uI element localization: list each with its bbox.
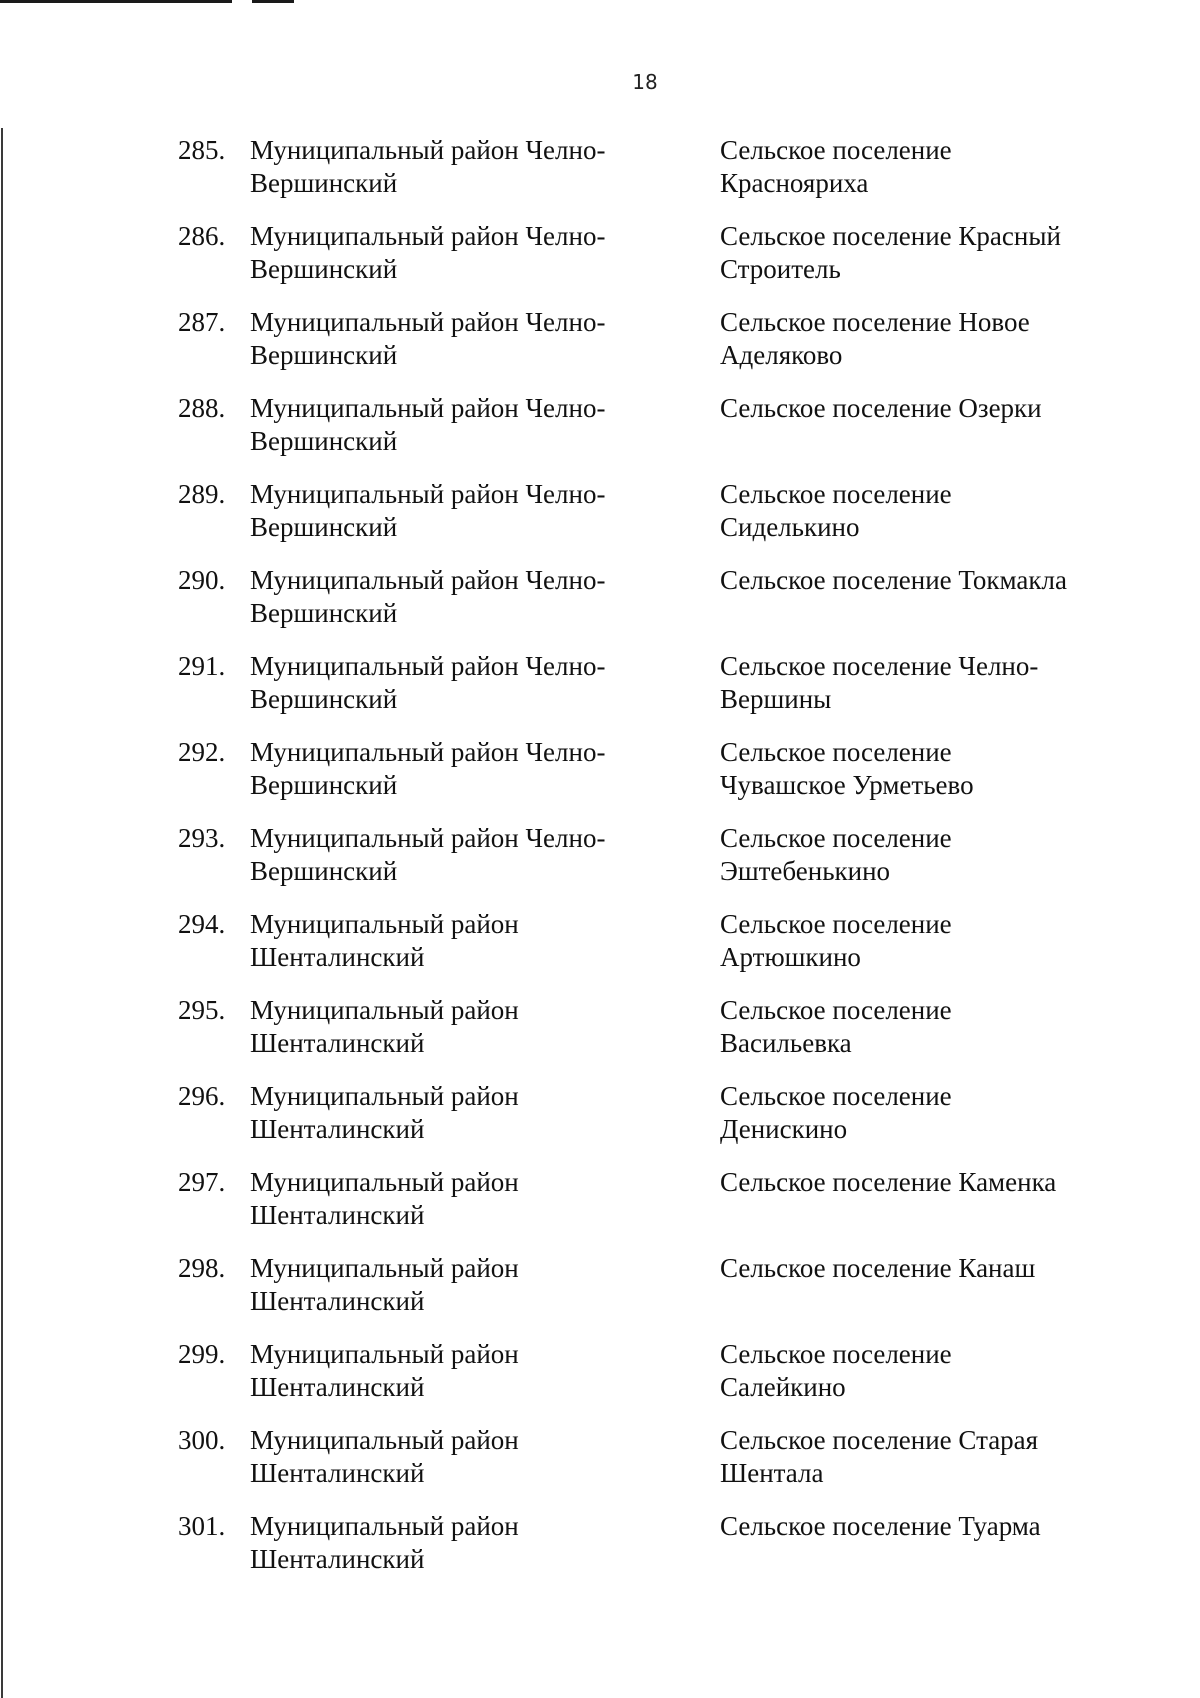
district-name: Муниципальный район Шенталинский bbox=[250, 1167, 519, 1230]
district-name: Муниципальный район Шенталинский bbox=[250, 1339, 519, 1402]
entry-number: 301. bbox=[178, 1511, 226, 1541]
list-item bbox=[0, 908, 1200, 994]
list-item bbox=[0, 564, 1200, 650]
entry-number: 298. bbox=[178, 1253, 226, 1283]
settlement-name: Сельское поселение Новое Аделяково bbox=[720, 307, 1030, 370]
district-name: Муниципальный район Челно-Вершинский bbox=[250, 737, 606, 800]
district-name: Муниципальный район Челно-Вершинский bbox=[250, 651, 606, 714]
settlement-name: Сельское поселение Озерки bbox=[720, 393, 1042, 423]
settlement-name: Сельское поселение Денискино bbox=[720, 1081, 952, 1144]
list-item bbox=[0, 392, 1200, 478]
settlement-name: Сельское поселение Чувашское Урметьево bbox=[720, 737, 974, 800]
settlement-name: Сельское поселение Каменка bbox=[720, 1167, 1057, 1197]
list-item bbox=[0, 478, 1200, 564]
settlement-name: Сельское поселение Канаш bbox=[720, 1253, 1036, 1283]
settlement-name: Сельское поселение Токмакла bbox=[720, 565, 1067, 595]
settlement-name: Сельское поселение Старая Шентала bbox=[720, 1425, 1039, 1488]
settlement-name: Сельское поселение Салейкино bbox=[720, 1339, 952, 1402]
list-item bbox=[0, 1510, 1200, 1596]
list-item bbox=[0, 1424, 1200, 1510]
list-item bbox=[0, 994, 1200, 1080]
entry-number: 293. bbox=[178, 823, 226, 853]
list-item bbox=[0, 650, 1200, 736]
district-name: Муниципальный район Шенталинский bbox=[250, 1511, 519, 1574]
entry-number: 292. bbox=[178, 737, 226, 767]
list-item bbox=[0, 306, 1200, 392]
settlement-name: Сельское поселение Красный Строитель bbox=[720, 221, 1061, 284]
list-item bbox=[0, 736, 1200, 822]
page-number: 18 bbox=[632, 70, 658, 94]
top-scan-rule-short bbox=[252, 0, 294, 3]
district-name: Муниципальный район Челно-Вершинский bbox=[250, 393, 606, 456]
entry-number: 297. bbox=[178, 1167, 226, 1197]
district-name: Муниципальный район Челно-Вершинский bbox=[250, 565, 606, 628]
list-item bbox=[0, 1252, 1200, 1338]
entry-number: 289. bbox=[178, 479, 226, 509]
list-item bbox=[0, 1338, 1200, 1424]
district-name: Муниципальный район Челно-Вершинский bbox=[250, 221, 606, 284]
entry-number: 294. bbox=[178, 909, 226, 939]
district-name: Муниципальный район Шенталинский bbox=[250, 909, 519, 972]
entry-number: 291. bbox=[178, 651, 226, 681]
list-item bbox=[0, 1166, 1200, 1252]
entries-list bbox=[0, 134, 1200, 1596]
settlement-name: Сельское поселение Челно-Вершины bbox=[720, 651, 1039, 714]
settlement-name: Сельское поселение Сиделькино bbox=[720, 479, 952, 542]
district-name: Муниципальный район Шенталинский bbox=[250, 1253, 519, 1316]
list-item bbox=[0, 1080, 1200, 1166]
list-item bbox=[0, 134, 1200, 220]
entry-number: 290. bbox=[178, 565, 226, 595]
district-name: Муниципальный район Челно-Вершинский bbox=[250, 823, 606, 886]
district-name: Муниципальный район Шенталинский bbox=[250, 1425, 519, 1488]
settlement-name: Сельское поселение Эштебенькино bbox=[720, 823, 952, 886]
district-name: Муниципальный район Челно-Вершинский bbox=[250, 479, 606, 542]
settlement-name: Сельское поселение Краснояриха bbox=[720, 135, 952, 198]
district-name: Муниципальный район Шенталинский bbox=[250, 1081, 519, 1144]
settlement-name: Сельское поселение Туарма bbox=[720, 1511, 1041, 1541]
district-name: Муниципальный район Челно-Вершинский bbox=[250, 135, 606, 198]
district-name: Муниципальный район Шенталинский bbox=[250, 995, 519, 1058]
entry-number: 286. bbox=[178, 221, 226, 251]
list-item bbox=[0, 822, 1200, 908]
entry-number: 287. bbox=[178, 307, 226, 337]
entry-number: 288. bbox=[178, 393, 226, 423]
entry-number: 299. bbox=[178, 1339, 226, 1369]
entry-number: 285. bbox=[178, 135, 226, 165]
top-scan-rule bbox=[0, 0, 232, 3]
settlement-name: Сельское поселение Васильевка bbox=[720, 995, 952, 1058]
district-name: Муниципальный район Челно-Вершинский bbox=[250, 307, 606, 370]
entry-number: 296. bbox=[178, 1081, 226, 1111]
settlement-name: Сельское поселение Артюшкино bbox=[720, 909, 952, 972]
list-item bbox=[0, 220, 1200, 306]
entry-number: 295. bbox=[178, 995, 226, 1025]
entry-number: 300. bbox=[178, 1425, 226, 1455]
